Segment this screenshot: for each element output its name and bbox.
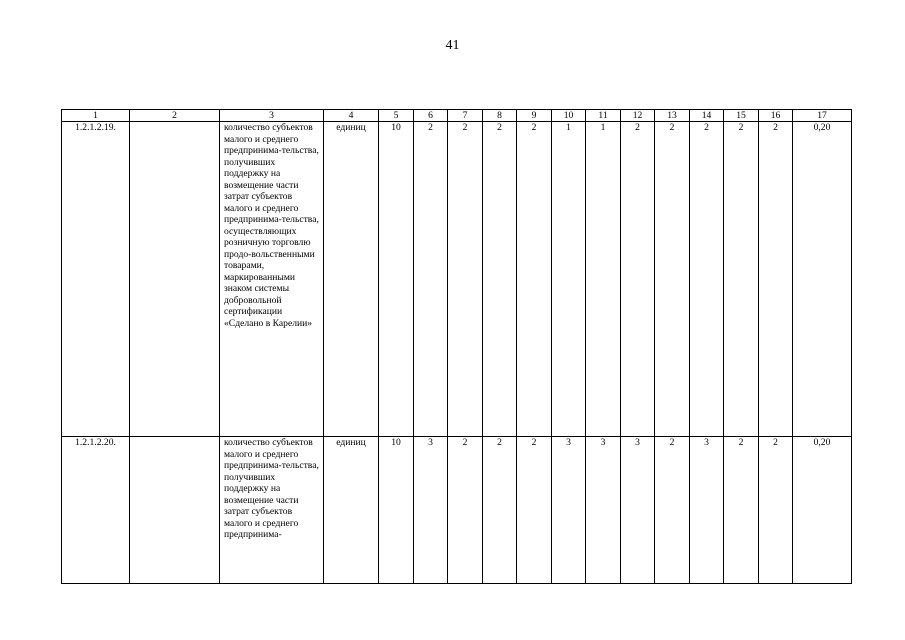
header-row xyxy=(62,110,852,122)
column-header: 17 xyxy=(793,110,852,122)
column-header: 11 xyxy=(586,110,621,122)
row-value: 2 xyxy=(448,437,483,584)
row-value: 2 xyxy=(690,122,724,437)
table-row xyxy=(62,122,852,437)
row-unit: единиц xyxy=(324,437,379,584)
row-value: 10 xyxy=(379,122,414,437)
row-value: 0,20 xyxy=(793,122,852,437)
row-value: 3 xyxy=(414,437,448,584)
row-value: 3 xyxy=(552,437,586,584)
column-header: 5 xyxy=(379,110,414,122)
row-value: 2 xyxy=(414,122,448,437)
column-header: 9 xyxy=(517,110,552,122)
row-value: 3 xyxy=(586,437,621,584)
column-header: 13 xyxy=(655,110,690,122)
row-code: 1.2.1.2.20. xyxy=(62,437,130,584)
column-header: 12 xyxy=(621,110,655,122)
row-value: 2 xyxy=(655,437,690,584)
row-value: 2 xyxy=(759,122,793,437)
row-value: 2 xyxy=(448,122,483,437)
column-header: 6 xyxy=(414,110,448,122)
row-value: 2 xyxy=(517,122,552,437)
row-value: 2 xyxy=(724,122,759,437)
column-header: 1 xyxy=(62,110,130,122)
column-header: 15 xyxy=(724,110,759,122)
row-value: 2 xyxy=(621,122,655,437)
table-row xyxy=(62,437,852,584)
column-header: 16 xyxy=(759,110,793,122)
row-col2 xyxy=(130,437,220,584)
row-value: 2 xyxy=(483,122,517,437)
row-value: 2 xyxy=(724,437,759,584)
row-description: количество субъектов малого и среднего предпринима-тельства, получивших поддержку на возмещение части затрат субъектов малого и среднего предпринима- xyxy=(220,437,324,584)
data-table xyxy=(61,109,852,584)
row-value: 2 xyxy=(517,437,552,584)
column-header: 2 xyxy=(130,110,220,122)
row-value: 1 xyxy=(552,122,586,437)
column-header: 14 xyxy=(690,110,724,122)
row-value: 2 xyxy=(483,437,517,584)
row-description: количество субъектов малого и среднего предпринима-тельства, получивших поддержку на возмещение части затрат субъектов малого и среднего предпринима-тельства, осуществляющих розничную торговлю продо-вольственными товарами, маркированными знаком системы добровольной сертификации «Сделано в Карелии» xyxy=(220,122,324,437)
row-value: 3 xyxy=(690,437,724,584)
row-value: 2 xyxy=(759,437,793,584)
row-value: 1 xyxy=(586,122,621,437)
row-unit: единиц xyxy=(324,122,379,437)
row-col2 xyxy=(130,122,220,437)
row-value: 10 xyxy=(379,437,414,584)
column-header: 7 xyxy=(448,110,483,122)
row-value: 2 xyxy=(655,122,690,437)
row-code: 1.2.1.2.19. xyxy=(62,122,130,437)
column-header: 3 xyxy=(220,110,324,122)
column-header: 10 xyxy=(552,110,586,122)
row-value: 0,20 xyxy=(793,437,852,584)
page-number: 41 xyxy=(445,38,460,53)
column-header: 4 xyxy=(324,110,379,122)
row-value: 3 xyxy=(621,437,655,584)
column-header: 8 xyxy=(483,110,517,122)
